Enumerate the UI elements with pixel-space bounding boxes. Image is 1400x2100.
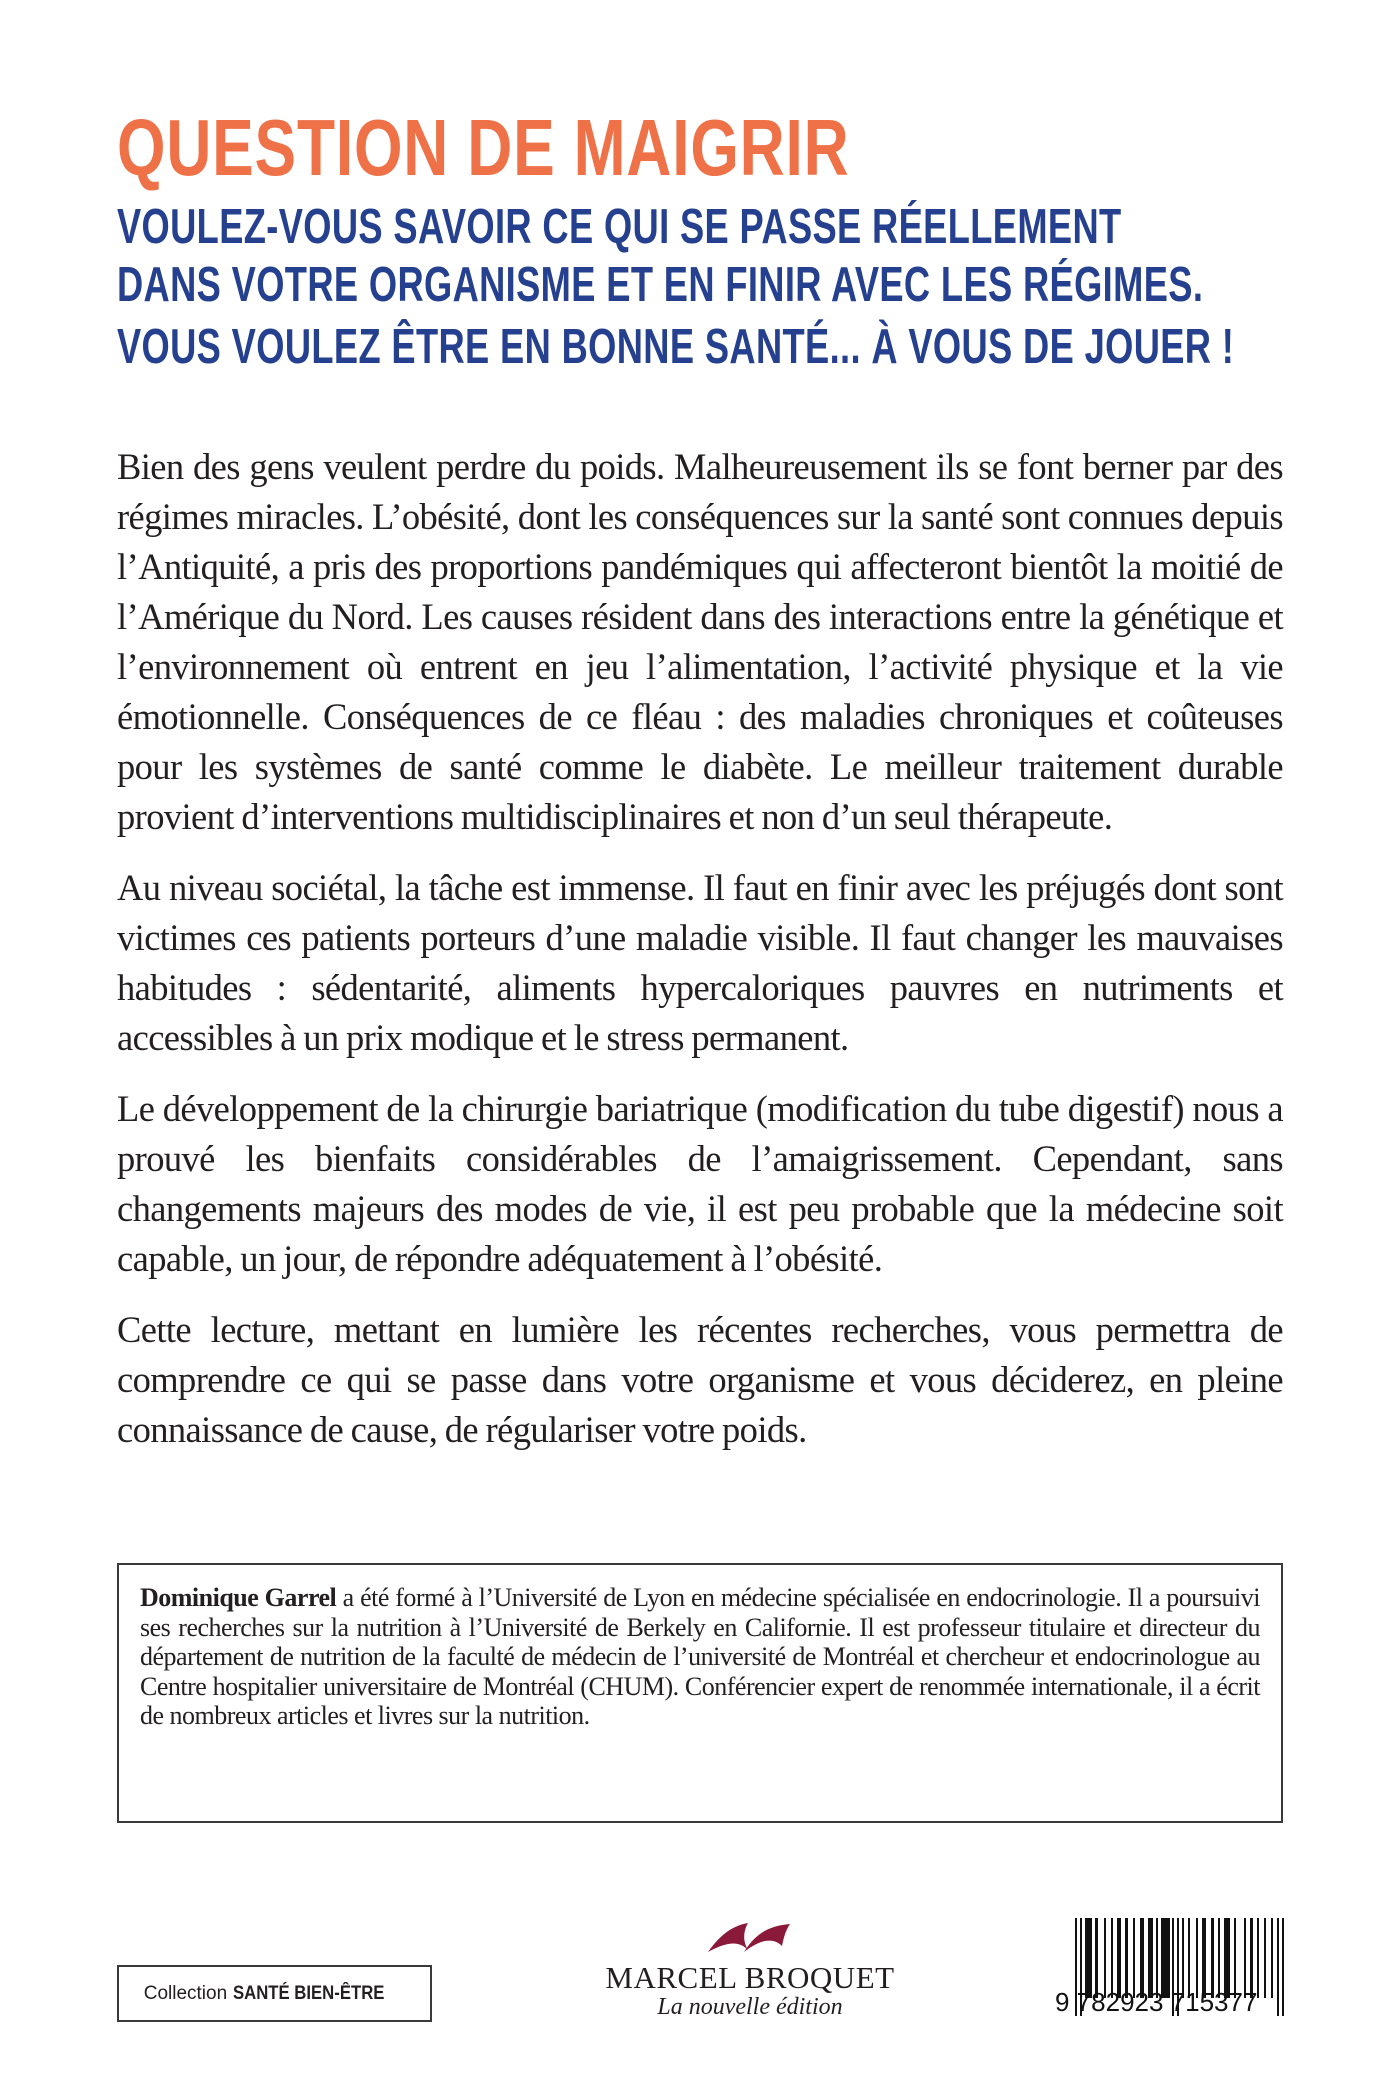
author-bio-body: a été formé à l’Université de Lyon en médecine spécialisée en endocrinologie. Il a poursuivi ses recherches sur la nutrition à l’Université de Berkely en Californie. Il est professeur titulaire et directeur du département de nutrition de la faculté de médecin de l’université de Montréal et chercheur et endocrinologue au Centre hospitalier universitaire de Montréal (CHUM). Conférencier expert de renommée internationale, il a écrit de nombreux articles et livres sur la nutrition.	[140, 1583, 1260, 1730]
subtitle-line-1: VOULEZ-VOUS SAVOIR CE QUI SE PASSE RÉELLEMENT	[117, 200, 1122, 254]
subtitle-line-3: VOUS VOULEZ ÊTRE EN BONNE SANTÉ... À VOUS DE JOUER !	[117, 320, 1235, 374]
bird-wings-logo-icon	[580, 1920, 920, 1956]
blurb-paragraph: Le développement de la chirurgie bariatrique (modification du tube digestif) nous a prouvé les bienfaits considérables de l’amaigrissement. Cependant, sans changements majeurs des modes de vie, il est peu probable que la médecine soit capable, un jour, de répondre adéquatement à l’obésité.	[117, 1088, 1283, 1279]
author-bio-text	[140, 1583, 1260, 1731]
publisher-name: MARCEL BROQUET	[605, 1960, 895, 1995]
author-bio-box	[117, 1563, 1283, 1823]
publisher-tagline: La nouvelle édition	[657, 1994, 843, 2020]
author-name: Dominique Garrel	[140, 1583, 337, 1612]
blurb-paragraph: Bien des gens veulent perdre du poids. Malheureusement ils se font berner par des régimes miracles. L’obésité, dont les conséquences sur la santé sont connues depuis l’Antiquité, a pris des proportions pandémiques qui affecteront bientôt la moitié de l’Amérique du Nord. Les causes résident dans des interactions entre la génétique et l’environnement où entrent en jeu l’alimentation, l’activité physique et la vie émotionnelle. Conséquences de ce fléau : des maladies chroniques et coûteuses pour les systèmes de santé comme le diabète. Le meilleur traitement durable provient d’interventions multidisciplinaires et non d’un seul thérapeute.	[117, 446, 1283, 837]
book-title: QUESTION DE MAIGRIR	[117, 103, 850, 192]
blurb-paragraph: Cette lecture, mettant en lumière les récentes recherches, vous permettra de comprendre ce qui se passe dans votre organisme et vous déciderez, en pleine connaissance de cause, de régulariser votre poids.	[117, 1309, 1283, 1450]
isbn-digits: 9 782923 715377	[1055, 1987, 1258, 2017]
blurb-paragraph: Au niveau sociétal, la tâche est immense. Il faut en finir avec les préjugés dont sont victimes ces patients porteurs d’une maladie visible. Il faut changer les mauvaises habitudes : sédentarité, aliments hypercaloriques pauvres en nutriments et accessibles à un prix modique et le stress permanent.	[117, 867, 1283, 1058]
publisher-logo	[580, 1920, 920, 2030]
collection-prefix: Collection	[143, 1982, 228, 2004]
collection-label	[117, 1965, 432, 2022]
subtitle-line-2: DANS VOTRE ORGANISME ET EN FINIR AVEC LES RÉGIMES.	[117, 258, 1204, 312]
back-cover-blurb	[117, 442, 1283, 1476]
collection-name: SANTÉ BIEN-ÊTRE	[233, 1982, 385, 2004]
isbn-barcode	[1055, 1915, 1290, 2027]
